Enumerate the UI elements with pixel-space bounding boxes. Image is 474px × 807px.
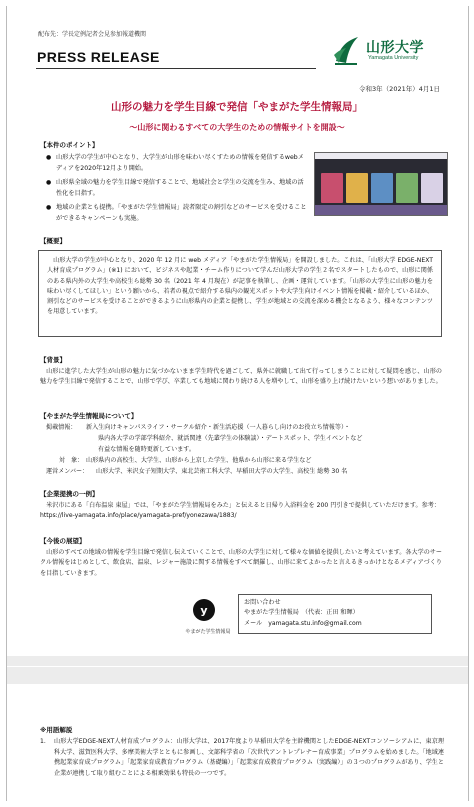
- university-logo: [330, 33, 440, 69]
- release-title: 山形の魅力を学生目線で発信「やまがた学生情報局」: [111, 101, 363, 113]
- glossary-heading: ※用語解説: [40, 726, 73, 734]
- screenshot-tile: [321, 173, 343, 203]
- about-members: 山形大学、米沢女子短期大学、東北芸術工科大学、早稲田大学の大学生、高校生 総勢 30 名: [96, 468, 348, 475]
- outlook-text: 山形のすべての地域の情報を学生目線で発信し伝えていくことで、山形の大学生に対して様々な価値を提供したいと考えています。各大学のサークル情報をはじめとして、飲食店、温泉、レジャー施設に関する情報をすべて網羅し、山形に来てよかったと言えるきっかけとなるメディアづくりを目指していきます。: [40, 549, 442, 577]
- screenshot-tile: [371, 173, 393, 203]
- overview-text: 山形大学の学生が中心となり、2020 年 12 月に web メディア「やまがた学生情報局」を開設しました。これは、「山形大学 EDGE-NEXT 人材育成プログラム」(※1) において、ビジネスや起業・チーム作りについて学んだ山形大学の学生２名でスタートしたもので、山形に関係のある県内外の大学生や高校生ら総勢 30 名（2021 年 4 月現在）が記事を執筆し、企画・運営しています。「山形の大学生に山形の魅力を味わい尽くしてほしい」という願いから、若者の視点で紹介する県内の観光スポットや大学生向けイベント情報を掲載・紹介しているほか、割引などのサービスを受けることができるように山形県内の企業と提携し、学生が地域との交流を深める機会となるよう、様々なコンテンツを用意しています。: [47, 257, 433, 316]
- about-target-key: 対 象：: [59, 457, 84, 464]
- example-heading: 【企業提携の一例】: [40, 490, 99, 498]
- header-rule: [36, 68, 316, 69]
- glossary-item-text: 山形大学EDGE-NEXT人材育成プログラム：山形大学は、2017年度より早稲田大学を主幹機関としたEDGE-NEXTコンソーシアムに、東京理科大学、滋賀医科大学、多摩美術大学とともに参画し、文部科学省の「次世代アントレプレナー育成事業」プログラムを始めました。「地域連携起業家育成プログラム」「起業家育成教育プログラム（基礎編）」「起業家育成教育プログラム（実践編）」の３つのプログラムがあり、学生と企業が連携して取り組むことによる相乗効果も特長の一つです。: [54, 738, 444, 777]
- about-heading: 【やまがた学生情報局について】: [40, 412, 138, 420]
- university-name-jp: 山形大学: [366, 40, 424, 56]
- university-name-en: Yamagata University: [368, 55, 419, 61]
- media-logo: [178, 598, 238, 638]
- about-target: 山形県内の高校生、大学生、山形から上京した学生、他県から山形に来る学生など: [86, 457, 312, 464]
- contact-email[interactable]: メール yamagata.stu.info@gmail.com: [244, 619, 362, 627]
- page-break-line: [7, 666, 468, 667]
- screenshot-tile: [346, 173, 368, 203]
- distribution-line: 配布先：学長定例記者会見参加報道機関: [38, 31, 147, 38]
- page-break-band: [7, 656, 468, 684]
- overview-box: [38, 250, 442, 337]
- press-release-heading: PRESS RELEASE: [37, 49, 160, 65]
- screenshot-tile: [421, 173, 443, 203]
- media-logo-icon: [192, 598, 216, 624]
- about-content-line: 有益な情報を随時更新しています。: [98, 446, 196, 453]
- point-item: ● 山形県全域の魅力を学生目線で発信することで、地域社会と学生の交流を生み、地域の活性化を目指す。: [46, 177, 308, 199]
- overview-heading: 【概要】: [40, 237, 66, 245]
- about-members-key: 運営メンバー：: [46, 468, 89, 475]
- screenshot-tiles: [321, 173, 443, 203]
- screenshot-browser-bar: [315, 153, 448, 159]
- about-content-line: 県内各大学の学部学科紹介、就活関連（先輩学生の体験談）・デートスポット、学生イベントなど: [98, 435, 363, 442]
- page-border-right: [468, 6, 469, 801]
- university-emblem-icon: [332, 33, 362, 67]
- glossary-item-number: 1.: [40, 738, 46, 745]
- points-list: [46, 152, 308, 227]
- points-heading: 【本件のポイント】: [40, 141, 99, 149]
- screenshot-tile: [396, 173, 418, 203]
- point-item: ● 山形大学の学生が中心となり、大学生が山形を味わい尽くすための情報を発信するwebメディアを2020年12月より開始。: [46, 152, 308, 174]
- glossary-item: [40, 737, 444, 779]
- website-screenshot-image: [314, 152, 448, 216]
- release-date: 令和3年（2021年）4月1日: [359, 85, 440, 93]
- about-content-key: 掲載情報：: [46, 424, 77, 431]
- about-content-line: 新入生向けキャンパスライフ・サークル紹介・新生活応援（一人暮らし向けのお役立ち情報等）・: [86, 424, 351, 431]
- screenshot-footer-band: [315, 205, 448, 216]
- background-heading: 【背景】: [40, 356, 66, 364]
- contact-box: [238, 594, 432, 634]
- point-item: ● 地域の企業とも提携。「やまがた学生情報局」読者限定の割引などのサービスを受けることができるキャンペーンも実施。: [46, 202, 308, 224]
- svg-text:y: y: [200, 604, 208, 617]
- background-text: 山形に進学した大学生が山形の魅力に気づかないまま学生時代を過ごして、県外に就職して出て行ってしまうことに対して疑問を感じ、山形の魅力を学生目線で発信することで、山形で学び、卒業しても地域に関わり続ける人を増やして、山形を盛り上げ続けたいという想いがありました。: [40, 368, 442, 386]
- contact-org: やまがた学生情報局 （代表：正田 和暉）: [244, 609, 359, 617]
- media-logo-name: やまがた学生情報局: [185, 629, 231, 635]
- contact-heading: お問い合わせ: [244, 599, 281, 606]
- example-text: 米沢市にある「白布温泉 東屋」では、「やまがた学生情報局をみた」と伝えると日帰り入浴料金を 200 円引きで提供していただけます。参考：https://live-yamagata.info/place/yamagata-pref/yonezawa/1883/: [40, 502, 440, 520]
- release-subtitle: ～山形に関わるすべての大学生のための情報サイトを開設～: [129, 123, 345, 132]
- outlook-heading: 【今後の展望】: [40, 537, 86, 545]
